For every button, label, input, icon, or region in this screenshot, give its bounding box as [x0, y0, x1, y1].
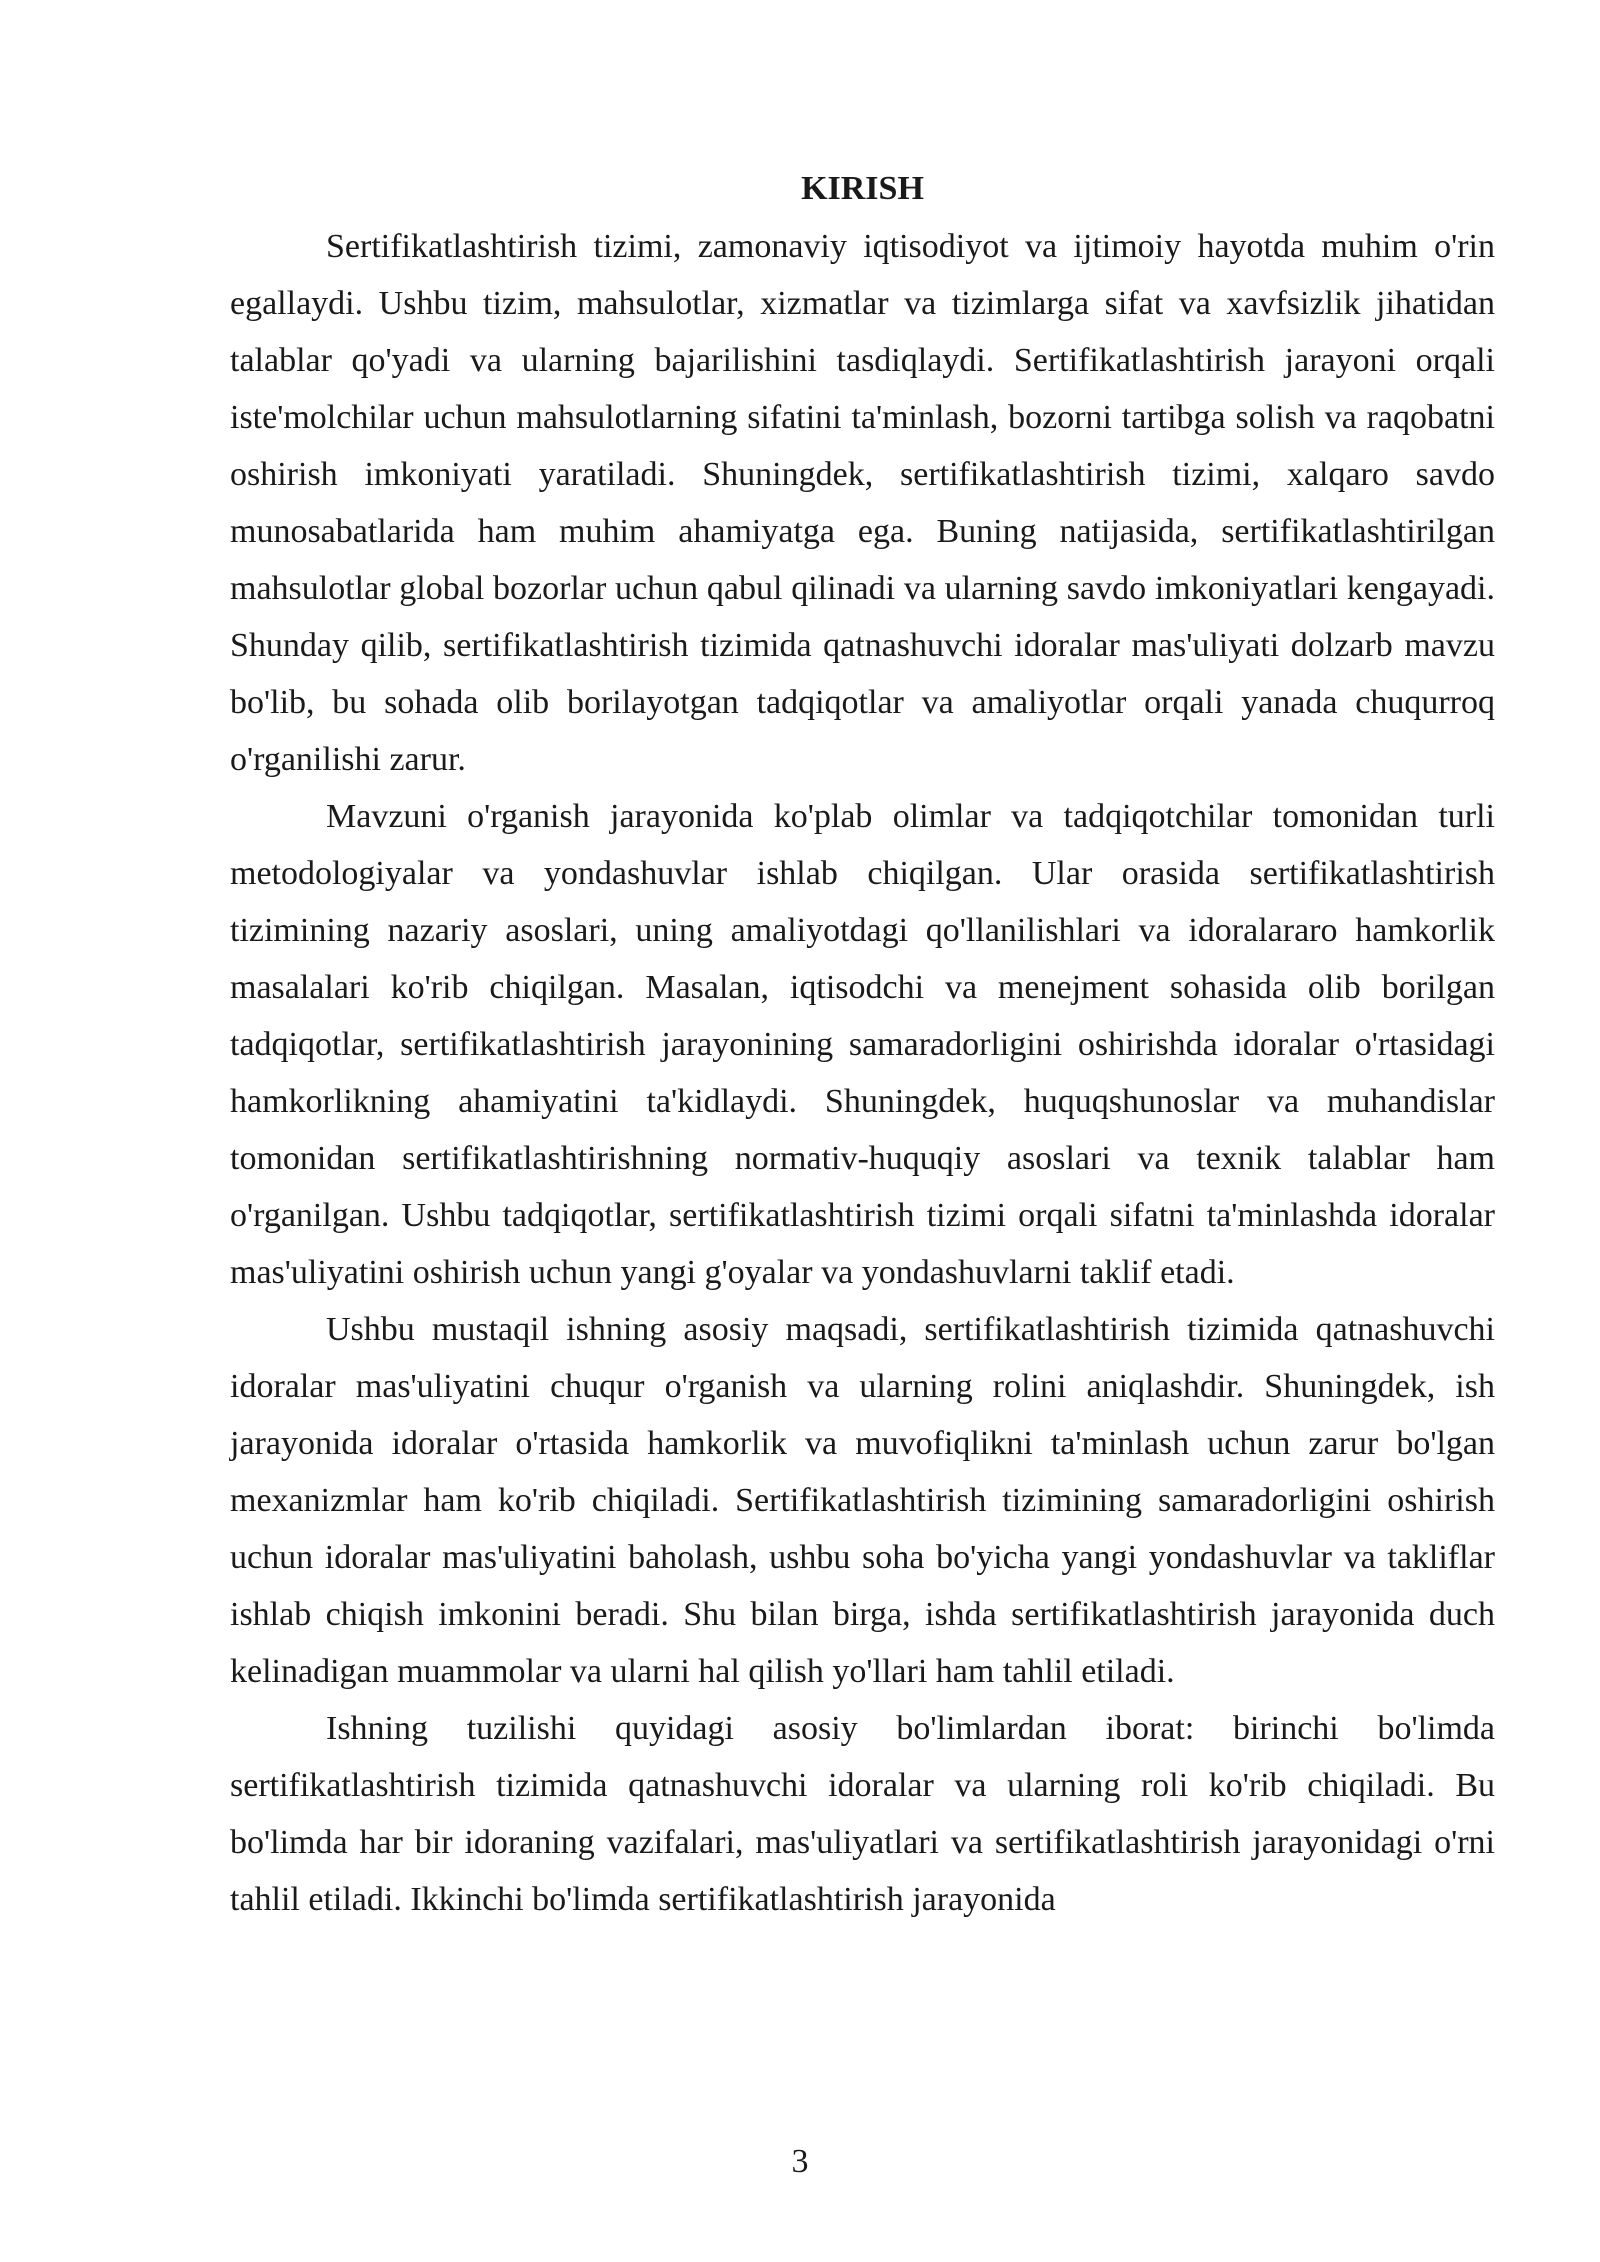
page-number: 3	[791, 2143, 809, 2180]
page-title: KIRISH	[801, 170, 924, 207]
paragraph-2: Mavzuni o'rganish jarayonida ko'plab olimlar va tadqiqotchilar tomonidan turli metodologiyalar va yondashuvlar ishlab chiqilgan. Ular orasida sertifikatlashtirish tizimining nazariy asoslari, uning amaliyotdagi qo'llanilishlari va idoralararo hamkorlik masalalari ko'rib chiqilgan. Masalan, iqtisodchi va menejment sohasida olib borilgan tadqiqotlar, sertifikatlashtirish jarayonining samaradorligini oshirishda idoralar o'rtasidagi hamkorlikning ahamiyatini ta'kidlaydi. Shuningdek, huquqshunoslar va muhandislar tomonidan sertifikatlashtirishning normativ-huquqiy asoslari va texnik talablar ham o'rganilgan. Ushbu tadqiqotlar, sertifikatlashtirish tizimi orqali sifatni ta'minlashda idoralar mas'uliyatini oshirish uchun yangi g'oyalar va yondashuvlarni taklif etadi.	[230, 798, 1495, 1291]
paragraph-3: Ushbu mustaqil ishning asosiy maqsadi, sertifikatlashtirish tizimida qatnashuvchi idoralar mas'uliyatini chuqur o'rganish va ularning rolini aniqlashdir. Shuningdek, ish jarayonida idoralar o'rtasida hamkorlik va muvofiqlikni ta'minlash uchun zarur bo'lgan mexanizmlar ham ko'rib chiqiladi. Sertifikatlashtirish tizimining samaradorligini oshirish uchun idoralar mas'uliyatini baholash, ushbu soha bo'yicha yangi yondashuvlar va takliflar ishlab chiqish imkonini beradi. Shu bilan birga, ishda sertifikatlashtirish jarayonida duch kelinadigan muammolar va ularni hal qilish yo'llari ham tahlil etiladi.	[230, 1311, 1495, 1690]
paragraph-1: Sertifikatlashtirish tizimi, zamonaviy iqtisodiyot va ijtimoiy hayotda muhim o'rin egallaydi. Ushbu tizim, mahsulotlar, xizmatlar va tizimlarga sifat va xavfsizlik jihatidan talablar qo'yadi va ularning bajarilishini tasdiqlaydi. Sertifikatlashtirish jarayoni orqali iste'molchilar uchun mahsulotlarning sifatini ta'minlash, bozorni tartibga solish va raqobatni oshirish imkoniyati yaratiladi. Shuningdek, sertifikatlashtirish tizimi, xalqaro savdo munosabatlarida ham muhim ahamiyatga ega. Buning natijasida, sertifikatlashtirilgan mahsulotlar global bozorlar uchun qabul qilinadi va ularning savdo imkoniyatlari kengayadi. Shunday qilib, sertifikatlashtirish tizimida qatnashuvchi idoralar mas'uliyati dolzarb mavzu bo'lib, bu sohada olib borilayotgan tadqiqotlar va amaliyotlar orqali yanada chuqurroq o'rganilishi zarur.	[230, 228, 1495, 778]
page-content	[230, 160, 1495, 1928]
paragraph-4: Ishning tuzilishi quyidagi asosiy bo'limlardan iborat: birinchi bo'limda sertifikatlashtirish tizimida qatnashuvchi idoralar va ularning roli ko'rib chiqiladi. Bu bo'limda har bir idoraning vazifalari, mas'uliyatlari va sertifikatlashtirish jarayonidagi o'rni tahlil etiladi. Ikkinchi bo'limda sertifikatlashtirish jarayonida	[230, 1710, 1495, 1918]
